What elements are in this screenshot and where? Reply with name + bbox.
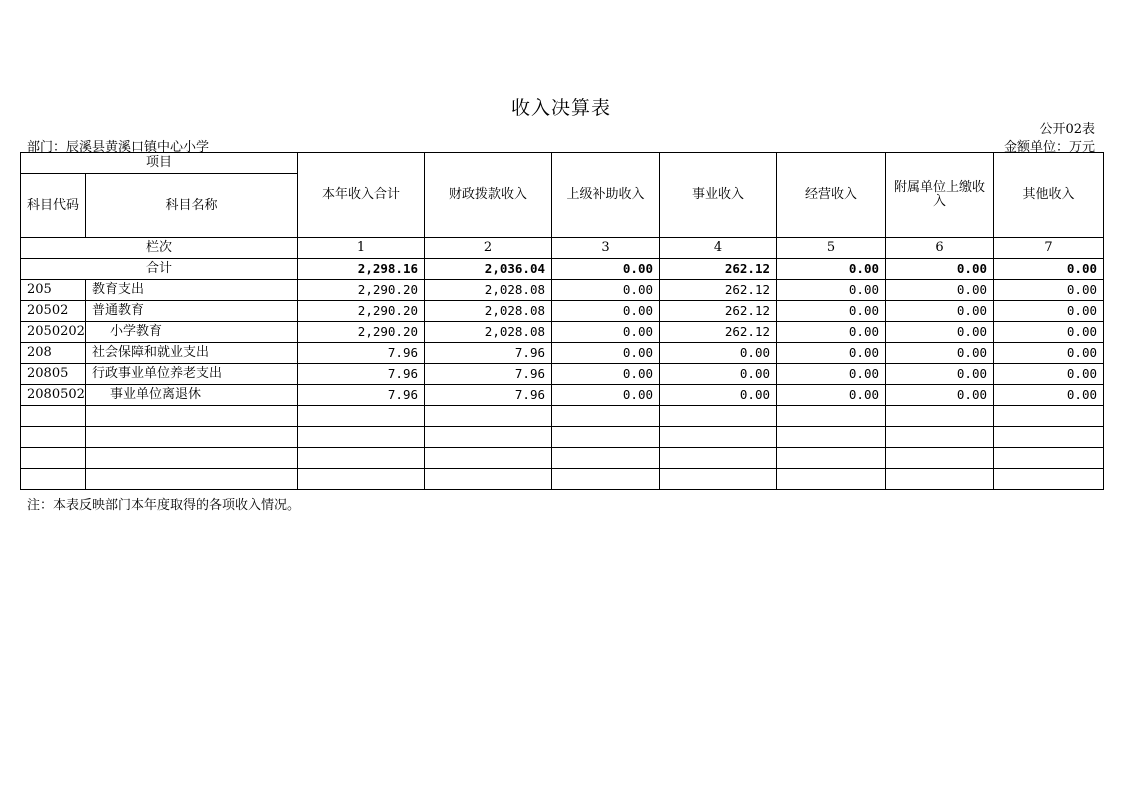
row-value: 0.00 [886,322,994,343]
row-value: 0.00 [777,301,886,322]
report-title: 收入决算表 [510,97,611,119]
row-value: 2,028.08 [425,301,552,322]
table-row [21,364,1104,385]
footnote: 注：本表反映部门本年度取得的各项收入情况。 [27,498,301,513]
index-number: 6 [886,238,994,259]
total-row [21,259,1104,280]
row-value: 0.00 [886,343,994,364]
row-value: 7.96 [298,385,425,406]
empty-row [21,406,1104,427]
index-number: 1 [298,238,425,259]
empty-row [21,427,1104,448]
table-row [21,322,1104,343]
row-value: 0.00 [552,301,660,322]
row-value: 7.96 [425,385,552,406]
row-value: 0.00 [552,385,660,406]
table-row [21,343,1104,364]
header-row-1 [21,153,1104,174]
row-value: 262.12 [660,322,777,343]
row-value: 0.00 [552,280,660,301]
item-header: 项目 [21,153,298,174]
index-row [21,238,1104,259]
row-value: 0.00 [777,343,886,364]
total-value: 0.00 [994,259,1104,280]
row-value: 2,028.08 [425,280,552,301]
column-header: 本年收入合计 [298,153,425,238]
row-name: 小学教育 [86,322,298,343]
row-name: 社会保障和就业支出 [86,343,298,364]
empty-row [21,448,1104,469]
empty-row [21,469,1104,490]
row-value: 0.00 [994,280,1104,301]
row-value: 2,290.20 [298,301,425,322]
row-value: 0.00 [994,364,1104,385]
row-value: 0.00 [777,385,886,406]
code-header: 科目代码 [21,174,86,238]
table-row [21,385,1104,406]
total-value: 2,036.04 [425,259,552,280]
name-header: 科目名称 [86,174,298,238]
row-value: 7.96 [425,364,552,385]
department-label: 部门：辰溪县黄溪口镇中心小学 [27,140,210,155]
total-value: 0.00 [886,259,994,280]
row-name: 事业单位离退休 [86,385,298,406]
row-value: 0.00 [886,301,994,322]
column-header: 财政拨款收入 [425,153,552,238]
total-label: 合计 [21,259,298,280]
total-value: 2,298.16 [298,259,425,280]
row-value: 0.00 [886,280,994,301]
row-value: 0.00 [994,301,1104,322]
row-value: 2,290.20 [298,280,425,301]
row-code: 208 [21,343,86,364]
row-value: 0.00 [994,343,1104,364]
table-row [21,280,1104,301]
column-header: 其他收入 [994,153,1104,238]
row-code: 205 [21,280,86,301]
index-number: 7 [994,238,1104,259]
row-value: 0.00 [660,343,777,364]
table-row [21,301,1104,322]
row-code: 20805 [21,364,86,385]
form-number: 公开02表 [1039,122,1095,137]
row-value: 0.00 [660,364,777,385]
row-value: 0.00 [777,322,886,343]
column-header: 事业收入 [660,153,777,238]
row-name: 普通教育 [86,301,298,322]
row-value: 0.00 [777,364,886,385]
row-value: 0.00 [552,364,660,385]
unit-label: 金额单位：万元 [1003,140,1095,155]
row-code: 2080502 [21,385,86,406]
column-header: 经营收入 [777,153,886,238]
column-header: 上级补助收入 [552,153,660,238]
total-value: 0.00 [777,259,886,280]
row-value: 0.00 [994,322,1104,343]
index-number: 4 [660,238,777,259]
row-value: 262.12 [660,280,777,301]
row-value: 7.96 [298,343,425,364]
row-value: 0.00 [552,322,660,343]
row-code: 20502 [21,301,86,322]
row-name: 行政事业单位养老支出 [86,364,298,385]
row-value: 2,290.20 [298,322,425,343]
row-code: 2050202 [21,322,86,343]
index-number: 3 [552,238,660,259]
total-value: 262.12 [660,259,777,280]
row-name: 教育支出 [86,280,298,301]
row-value: 0.00 [994,385,1104,406]
index-number: 2 [425,238,552,259]
row-value: 7.96 [425,343,552,364]
index-number: 5 [777,238,886,259]
row-value: 0.00 [886,385,994,406]
income-table [20,152,1104,490]
row-value: 0.00 [886,364,994,385]
row-value: 2,028.08 [425,322,552,343]
total-value: 0.00 [552,259,660,280]
row-value: 262.12 [660,301,777,322]
index-label: 栏次 [21,238,298,259]
row-value: 0.00 [552,343,660,364]
row-value: 0.00 [777,280,886,301]
row-value: 7.96 [298,364,425,385]
column-header: 附属单位上缴收入 [886,153,994,238]
row-value: 0.00 [660,385,777,406]
